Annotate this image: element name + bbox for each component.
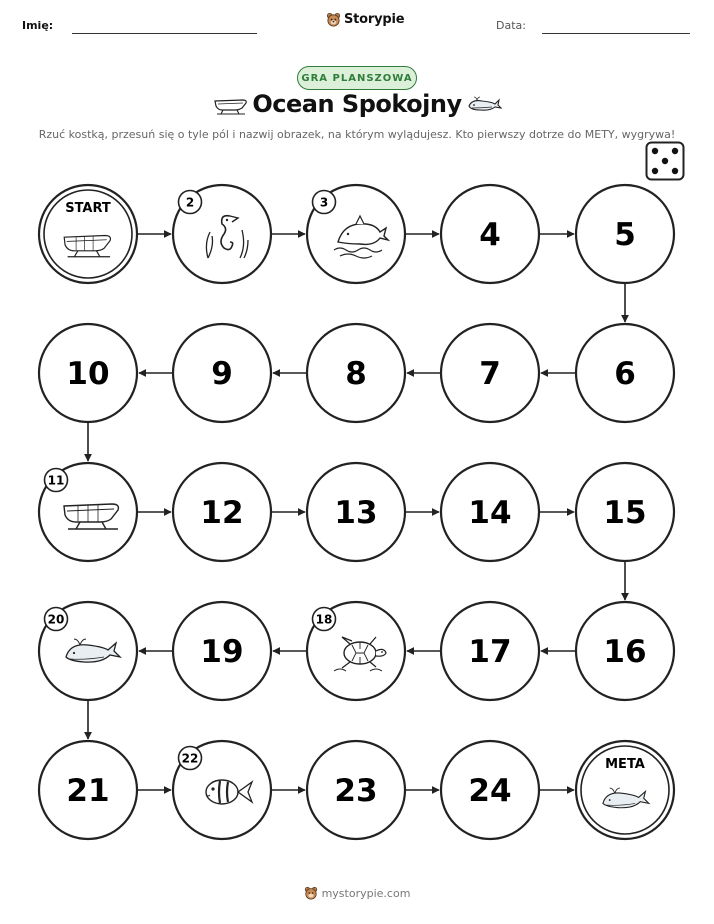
space-number-badge: 11 (47, 473, 65, 488)
space-number-badge: 18 (315, 612, 333, 627)
board-space-14 (441, 463, 539, 561)
board-space-10 (39, 324, 137, 422)
space-number: 6 (614, 356, 636, 392)
board-space-17 (441, 602, 539, 700)
space-number-badge: 2 (185, 195, 195, 210)
space-number: 24 (468, 773, 512, 809)
space-number: 14 (468, 495, 512, 531)
footer (0, 886, 714, 900)
board-space-12 (173, 463, 271, 561)
space-number: 23 (334, 773, 378, 809)
space-number: 9 (211, 356, 233, 392)
name-label: Imię: (22, 19, 54, 32)
space-label: START (65, 201, 111, 216)
board-space-2 (173, 185, 271, 283)
space-number: 13 (334, 495, 378, 531)
board-space-15 (576, 463, 674, 561)
board-space-18 (307, 602, 405, 700)
board-space-7 (441, 324, 539, 422)
space-number-badge: 20 (47, 612, 65, 627)
start-space (39, 185, 137, 283)
board-space-8 (307, 324, 405, 422)
board-space-11 (39, 463, 137, 561)
space-number: 7 (479, 356, 501, 392)
finish-space (576, 741, 674, 839)
board-space-6 (576, 324, 674, 422)
board-space-24 (441, 741, 539, 839)
space-number: 16 (603, 634, 647, 670)
board-space-5 (576, 185, 674, 283)
board-space-22 (173, 741, 271, 839)
date-label: Data: (496, 19, 526, 32)
board-space-21 (39, 741, 137, 839)
board-space-19 (173, 602, 271, 700)
footer-url: mystorypie.com (321, 886, 411, 900)
space-number: 15 (603, 495, 647, 531)
space-number-badge: 22 (181, 751, 199, 766)
game-type-badge: GRA PLANSZOWA (297, 66, 417, 90)
page-title: Ocean Spokojny (252, 90, 462, 118)
board-space-23 (307, 741, 405, 839)
board-space-9 (173, 324, 271, 422)
space-number-badge: 3 (319, 195, 329, 210)
board-space-13 (307, 463, 405, 561)
space-label: META (605, 757, 645, 772)
space-number: 4 (479, 217, 501, 253)
space-number: 21 (66, 773, 110, 809)
board-space-20 (39, 602, 137, 700)
board-space-4 (441, 185, 539, 283)
space-number: 5 (614, 217, 636, 253)
space-number: 10 (66, 356, 110, 392)
space-number: 19 (200, 634, 244, 670)
instructions-text: Rzuć kostką, przesuń się o tyle pól i nazwij obrazek, na którym wylądujesz. Kto pierwszy dotrze do METY, wygrywa! (38, 128, 676, 141)
bear-logo-icon (304, 886, 318, 900)
space-number: 8 (345, 356, 367, 392)
board-space-3 (307, 185, 405, 283)
board-space-16 (576, 602, 674, 700)
space-number: 17 (468, 634, 512, 670)
space-number: 12 (200, 495, 244, 531)
brand-name: Storypie (344, 12, 405, 27)
